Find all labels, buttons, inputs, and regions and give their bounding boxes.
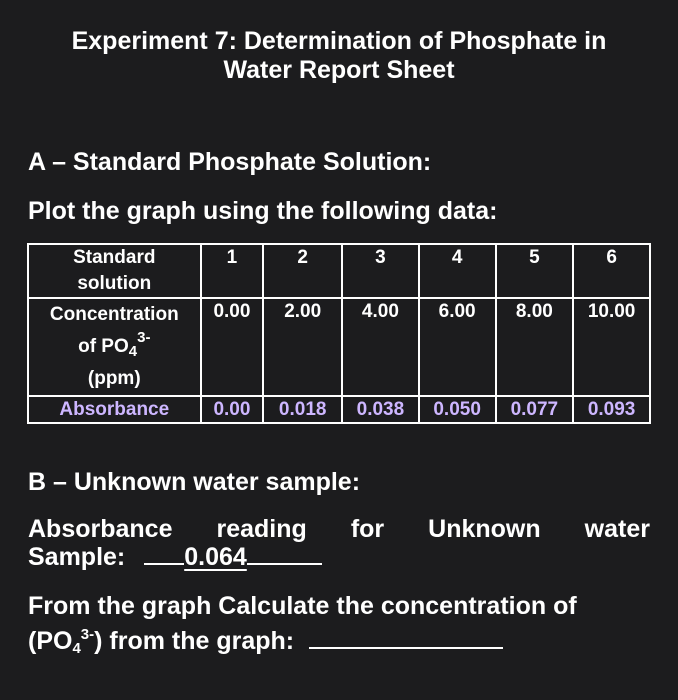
absorbance-cell: 0.093 — [573, 396, 650, 423]
sample-blank-left — [144, 563, 184, 565]
concentration-cell: 10.00 — [573, 298, 650, 396]
sample-blank-right — [247, 563, 322, 565]
standard-label-line-1: Standard — [73, 247, 156, 268]
sample-label: Sample: — [28, 543, 126, 571]
section-a-heading: A – Standard Phosphate Solution: — [28, 148, 432, 176]
standard-cell: 3 — [342, 244, 419, 298]
reading-line — [28, 514, 650, 544]
row-label-concentration — [28, 298, 201, 396]
reading-word: Unknown — [428, 515, 541, 543]
absorbance-cell: 0.050 — [419, 396, 496, 423]
conc-label-line-1: Concentration — [49, 304, 179, 325]
sample-value: 0.064 — [184, 543, 247, 571]
reading-word: for — [350, 515, 385, 543]
sample-line — [28, 542, 322, 572]
calc-line-1: From the graph Calculate the concentration of — [28, 592, 577, 620]
absorbance-cell: 0.00 — [201, 396, 264, 423]
data-table — [27, 243, 651, 424]
table-row-absorbance — [28, 396, 650, 423]
concentration-cell: 8.00 — [496, 298, 574, 396]
calc-line-2: $(PO_4^{3-})$ from the graph: — [28, 626, 503, 656]
row-label-standard — [28, 244, 201, 298]
concentration-cell: 6.00 — [419, 298, 496, 396]
standard-cell: 1 — [201, 244, 264, 298]
standard-cell: 2 — [263, 244, 342, 298]
conc-label-line-2: of $PO_4^{3-}$ — [78, 329, 151, 360]
reading-word: reading — [216, 515, 307, 543]
title-line-1: Experiment 7: Determination of Phosphate in — [71, 27, 607, 55]
section-b-heading: B – Unknown water sample: — [28, 468, 361, 496]
reading-word: Absorbance — [28, 515, 173, 543]
absorbance-cell: 0.018 — [263, 396, 342, 423]
row-label-absorbance: Absorbance — [28, 396, 201, 423]
concentration-cell: 4.00 — [342, 298, 419, 396]
answer-blank[interactable] — [309, 647, 503, 649]
standard-cell: 4 — [419, 244, 496, 298]
table-row-concentration — [28, 298, 650, 396]
concentration-cell: 0.00 — [201, 298, 264, 396]
concentration-cell: 2.00 — [263, 298, 342, 396]
conc-label-line-3: (ppm) — [87, 368, 141, 389]
standard-cell: 6 — [573, 244, 650, 298]
absorbance-cell: 0.077 — [496, 396, 574, 423]
absorbance-cell: 0.038 — [342, 396, 419, 423]
standard-cell: 5 — [496, 244, 574, 298]
table-row-standard — [28, 244, 650, 298]
reading-word: water — [584, 515, 650, 543]
title-line-2: Water Report Sheet — [223, 56, 455, 84]
standard-label-line-2: solution — [77, 273, 152, 294]
section-a-instruction: Plot the graph using the following data: — [28, 197, 498, 225]
